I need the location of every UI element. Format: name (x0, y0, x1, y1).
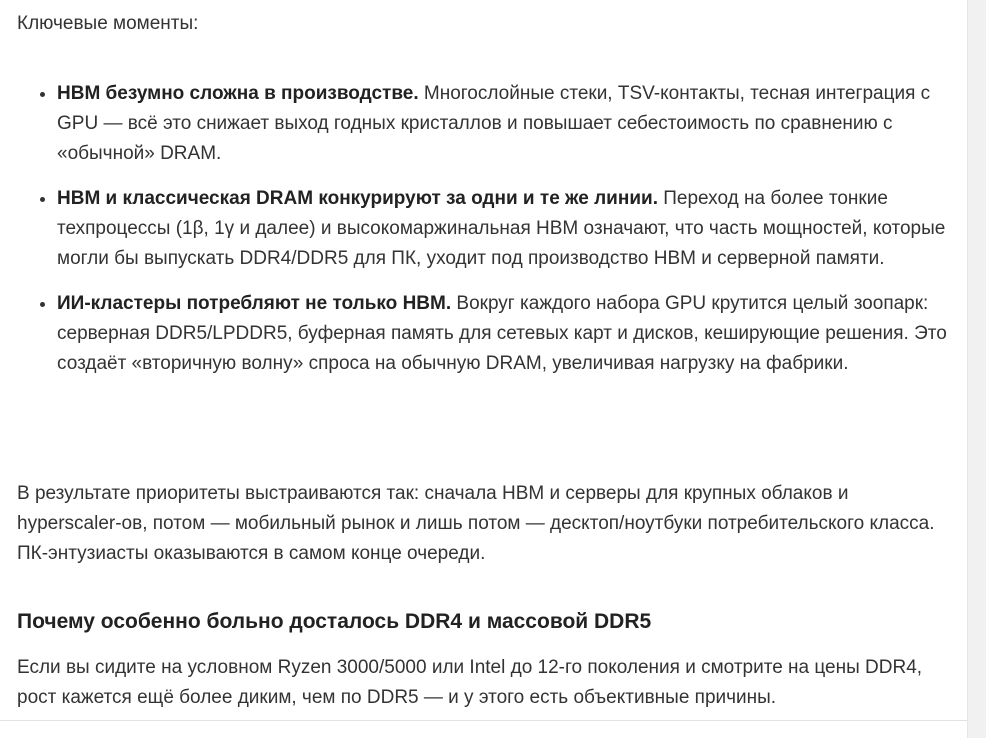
key-point-item (57, 289, 947, 379)
section-heading: Почему особенно больно досталось DDR4 и массовой DDR5 (17, 610, 652, 633)
key-point-item (57, 79, 947, 169)
key-points-list (17, 79, 947, 394)
vertical-scrollbar[interactable] (967, 0, 986, 738)
key-point-title: HBM безумно сложна в производстве. (57, 83, 419, 104)
key-point-text: Вокруг каждого набора GPU крутится целый зоопарк: серверная DDR5/LPDDR5, буферная память для сетевых карт и дисков, кеширующие решения. Это создаёт «вторичную волну» спроса на обычную DRAM, увеличивая нагрузку на фабрики. (57, 293, 947, 374)
key-point-title: ИИ-кластеры потребляют не только HBM. (57, 293, 452, 314)
section-paragraph: Если вы сидите на условном Ryzen 3000/5000 или Intel до 12-го поколения и смотрите на цены DDR4, рост кажется ещё более диким, чем по DDR5 — и у этого есть объективные причины. (17, 657, 923, 708)
key-point-title: HBM и классическая DRAM конкурируют за одни и те же линии. (57, 188, 658, 209)
key-point-text: Многослойные стеки, TSV-контакты, тесная интеграция с GPU — всё это снижает выход годных кристаллов и повышает себестоимость по сравнению с «обычной» DRAM. (57, 83, 931, 164)
bottom-divider (0, 720, 968, 721)
key-point-item (57, 184, 947, 274)
key-point-text: Переход на более тонкие техпроцессы (1β, 1γ и далее) и высокомаржинальная HBM означают, что часть мощностей, которые могли бы выпускать DDR4/DDR5 для ПК, уходит под производство HBM и серверной памяти. (57, 188, 946, 269)
summary-paragraph: В результате приоритеты выстраиваются так: сначала HBM и серверы для крупных облаков и hyperscaler-ов, потом — мобильный рынок и лишь потом — десктоп/ноутбуки потребительского класса. ПК-энтузиасты оказываются в самом конце очереди. (17, 483, 935, 564)
intro-text: Ключевые моменты: (17, 13, 199, 34)
